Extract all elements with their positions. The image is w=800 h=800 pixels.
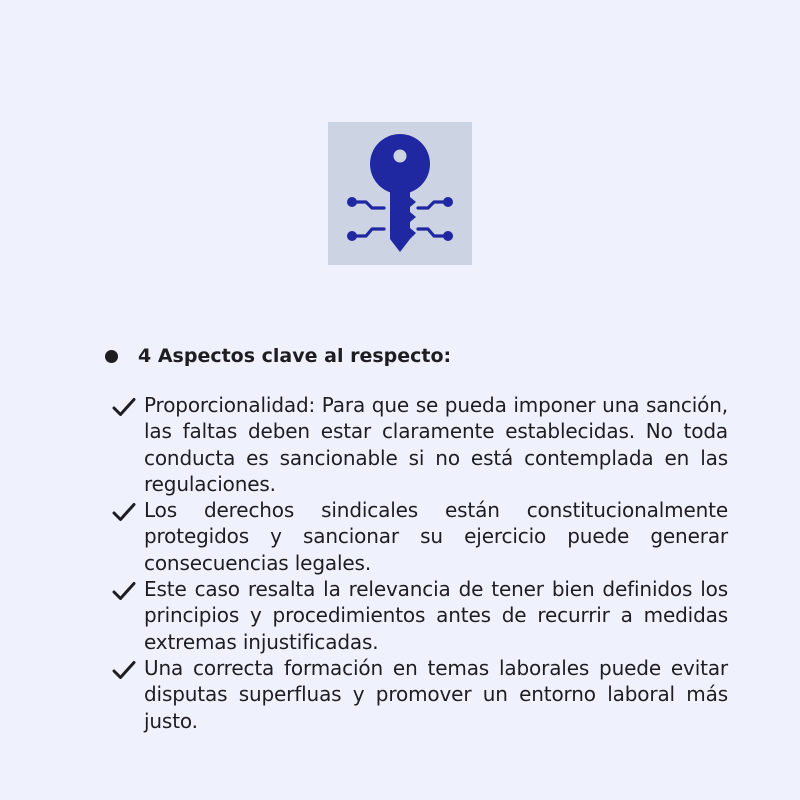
key-aspects-list xyxy=(110,392,728,734)
bullet-dot-icon xyxy=(105,350,118,363)
list-item xyxy=(110,655,728,734)
checkmark-icon xyxy=(112,502,136,522)
list-item xyxy=(110,576,728,655)
key-illustration xyxy=(328,122,472,265)
checkmark-icon xyxy=(112,581,136,601)
checkmark-icon xyxy=(112,397,136,417)
checkmark-icon xyxy=(112,660,136,680)
list-item-text: Este caso resalta la relevancia de tener bien definidos los principios y procedimientos antes de recurrir a medidas extremas injustificadas. xyxy=(144,577,728,654)
heading-text: 4 Aspectos clave al respecto: xyxy=(138,345,452,367)
section-heading xyxy=(105,342,451,370)
list-item-text: Los derechos sindicales están constitucionalmente protegidos y sancionar su ejercicio puede generar consecuencias legales. xyxy=(144,498,728,575)
list-item xyxy=(110,392,728,497)
digital-key-icon xyxy=(328,122,472,265)
list-item-text: Proporcionalidad: Para que se pueda imponer una sanción, las faltas deben estar claramente establecidas. No toda conducta es sancionable si no está contemplada en las regulaciones. xyxy=(144,393,728,496)
list-item-text: Una correcta formación en temas laborales puede evitar disputas superfluas y promover un entorno laboral más justo. xyxy=(144,655,728,733)
list-item xyxy=(110,497,728,576)
